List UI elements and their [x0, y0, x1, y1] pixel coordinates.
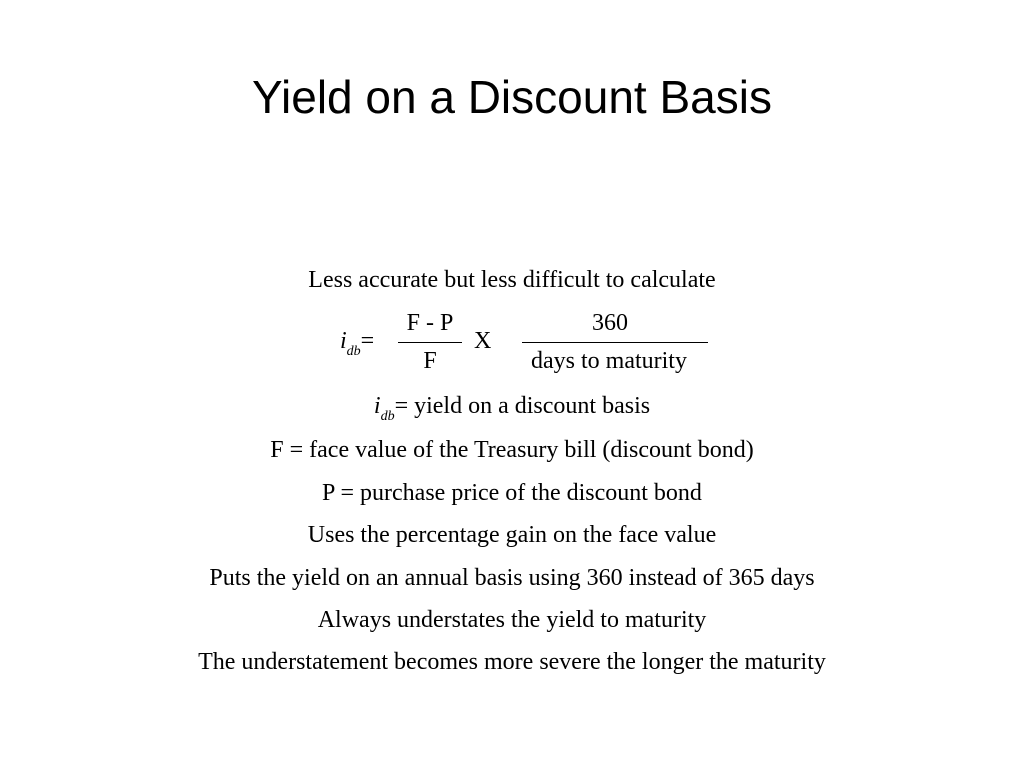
- discount-yield-formula: [0, 306, 1024, 382]
- definition-variable: i: [373, 393, 381, 419]
- formula-lhs: [340, 326, 374, 360]
- purchase-price-line: P = purchase price of the discount bond: [322, 480, 702, 506]
- understatement-severity-line: The understatement becomes more severe the longer the maturity: [198, 649, 826, 675]
- percentage-gain-line: Uses the percentage gain on the face value: [307, 522, 717, 548]
- formula-variable: i: [340, 328, 347, 354]
- formula-equals: =: [360, 328, 375, 354]
- fraction2-denominator: days to maturity: [531, 348, 687, 374]
- slide-title: Yield on a Discount Basis: [252, 71, 772, 123]
- definition-line: [0, 391, 1024, 425]
- formula-subscript: db: [346, 344, 361, 359]
- annual-basis-line: Puts the yield on an annual basis using 360 instead of 365 days: [209, 565, 815, 591]
- fraction1-denominator: F: [423, 348, 437, 374]
- times-sign: X: [474, 328, 492, 354]
- fraction1-numerator: F - P: [406, 310, 454, 336]
- fraction1-bar: [398, 342, 462, 343]
- face-value-line: F = face value of the Treasury bill (discount bond): [270, 437, 754, 463]
- definition-text: = yield on a discount basis: [394, 393, 651, 419]
- definition-subscript: db: [380, 409, 395, 424]
- intro-line: Less accurate but less difficult to calculate: [308, 267, 716, 293]
- fraction2-bar: [522, 342, 708, 343]
- understates-line: Always understates the yield to maturity: [317, 607, 707, 633]
- fraction2-numerator: 360: [592, 310, 628, 336]
